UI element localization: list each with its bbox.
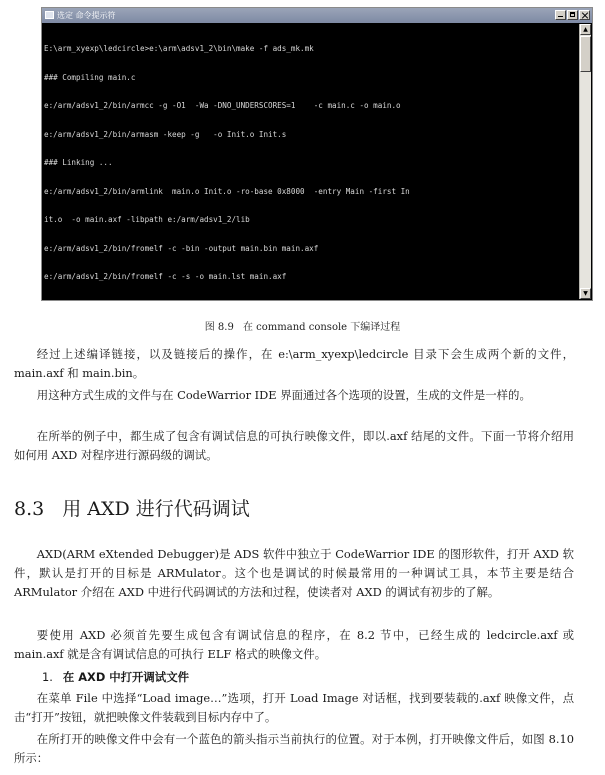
paragraph: 在菜单 File 中选择“Load image…”选项，打开 Load Image 对话框，找到要装载的.axf 映像文件，点击“打开”按钮，就把映像文件装载到目标内存中了。 [14, 691, 574, 724]
subsection-number: 1. [42, 670, 53, 684]
figure-caption [0, 318, 605, 333]
subsection-title: 在 AXD 中打开调试文件 [62, 670, 189, 684]
scrollbar-thumb[interactable] [580, 36, 591, 72]
scroll-up-arrow-icon[interactable]: ▲ [580, 24, 591, 35]
close-button[interactable] [579, 10, 590, 20]
console-title: 选定 命令提示符 [57, 11, 116, 20]
figure-caption-text: 在 command console 下编译过程 [243, 322, 401, 333]
paragraph: 在所举的例子中，都生成了包含有调试信息的可执行映像文件，即以.axf 结尾的文件。下面一节将介绍用如何用 AXD 对程序进行源码级的调试。 [14, 429, 574, 462]
paragraph: 在所打开的映像文件中会有一个蓝色的箭头指示当前执行的位置。对于本例，打开映像文件后，如图 8.10 所示： [14, 732, 574, 765]
console-line: e:/arm/adsv1_2/bin/fromelf -c -bin -output main.bin main.axf [44, 243, 319, 253]
figure-label: 图 8.9 [204, 322, 234, 333]
console-line: E:\arm_xyexp\ledcircle>e:\arm\adsv1_2\bin\make -f ads_mk.mk [44, 44, 314, 53]
console-line: e:/arm/adsv1_2/bin/armcc -g -O1 -Wa -DNO_UNDERSCORES=1 -c main.c -o main.o [44, 101, 401, 110]
console-window [41, 7, 593, 301]
paragraph: 用这种方式生成的文件与在 CodeWarrior IDE 界面通过各个选项的设置，生成的文件是一样的。 [36, 388, 531, 402]
maximize-button[interactable] [567, 10, 578, 20]
paragraph: AXD(ARM eXtended Debugger)是 ADS 软件中独立于 CodeWarrior IDE 的图形软件，打开 AXD 软件，默认是打开的目标是 ARMulator。这个也是调试的时候最常用的一种调试工具，本节主要是结合 ARMulator 介绍在 AXD 中进行代码调试的方法和过程，使读者对 AXD 的调试有初步的了解。 [14, 547, 574, 599]
console-line: e:/arm/adsv1_2/bin/fromelf -c -s -o main.lst main.axf [44, 272, 287, 281]
console-line: e:/arm/adsv1_2/bin/armasm -keep -g -o Init.o Init.s [44, 129, 287, 139]
section-number: 8.3 [14, 498, 45, 520]
console-titlebar [42, 8, 592, 23]
console-line: ### Linking ... [44, 158, 113, 167]
paragraph: 要使用 AXD 必须首先要生成包含有调试信息的程序，在 8.2 节中，已经生成的 ledcircle.axf 或 main.axf 就是含有调试信息的可执行 ELF 格式的映像文件。 [14, 628, 574, 661]
subsection-heading [42, 669, 189, 685]
command-prompt-icon [45, 11, 54, 19]
console-output [44, 25, 578, 298]
section-title: 用 AXD 进行代码调试 [62, 498, 250, 520]
console-line: ### Compiling main.c [44, 72, 136, 82]
scroll-down-arrow-icon[interactable]: ▼ [580, 288, 591, 299]
console-line: it.o -o main.axf -libpath e:/arm/adsv1_2/lib [44, 215, 250, 224]
minimize-button[interactable] [555, 10, 566, 20]
console-line: e:/arm/adsv1_2/bin/armlink main.o Init.o -ro-base 0x8000 -entry Main -first In [44, 186, 410, 196]
paragraph: 经过上述编译链接，以及链接后的操作，在 e:\arm_xyexp\ledcircle 目录下会生成两个新的文件，main.axf 和 main.bin。 [14, 347, 574, 380]
section-heading [14, 494, 250, 521]
console-scrollbar[interactable] [579, 24, 591, 299]
